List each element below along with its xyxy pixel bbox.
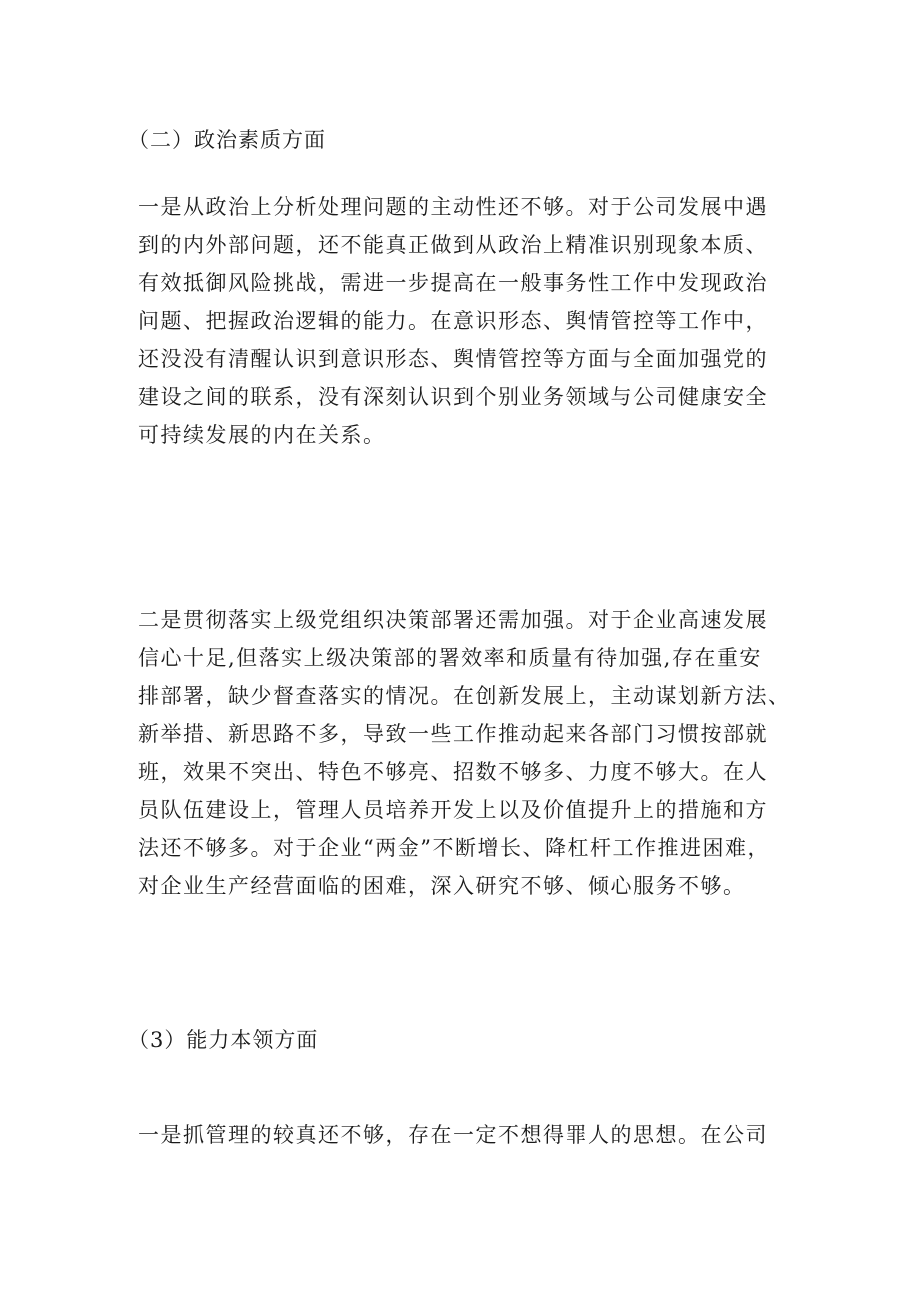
section-heading-political-quality: （二）政治素质方面 — [128, 128, 326, 152]
paragraph-line: 有效抵御风险挑战，需进一步提高在一般事务性工作中发现政治 — [138, 271, 768, 295]
paragraph-line: 一是从政治上分析处理问题的主动性还不够。对于公司发展中遇 — [138, 195, 768, 219]
paragraph-line: 二是贯彻落实上级党组织决策部署还需加强。对于企业高速发展 — [138, 608, 768, 632]
paragraph-line: 建设之间的联系，没有深刻认识到个别业务领域与公司健康安全 — [138, 385, 768, 409]
paragraph-line: 班，效果不突出、特色不够亮、招数不够多、力度不够大。在人 — [138, 760, 768, 784]
paragraph-line: 新举措、新思路不多，导致一些工作推动起来各部门习惯按部就 — [138, 722, 768, 746]
paragraph-line: 还没没有清醒认识到意识形态、舆情管控等方面与全面加强党的 — [138, 347, 768, 371]
paragraph-line: 法还不够多。对于企业“两金”不断增长、降杠杆工作推进困难， — [138, 836, 770, 860]
paragraph-line: 员队伍建设上，管理人员培养开发上以及价值提升上的措施和方 — [138, 798, 768, 822]
paragraph-line: 一是抓管理的较真还不够，存在一定不想得罪人的思想。在公司 — [138, 1123, 768, 1147]
paragraph-management — [138, 1116, 798, 1154]
paragraph-line: 信心十足,但落实上级决策部的署效率和质量有待加强,存在重安 — [138, 646, 762, 670]
paragraph-line: 对企业生产经营面临的困难，深入研究不够、倾心服务不够。 — [138, 874, 746, 898]
paragraph-political-analysis — [138, 188, 798, 454]
paragraph-line: 问题、把握政治逻辑的能力。在意识形态、舆情管控等工作中， — [138, 309, 768, 333]
section-heading-ability: （3）能力本领方面 — [128, 1028, 319, 1052]
paragraph-line: 可持续发展的内在关系。 — [138, 423, 386, 447]
paragraph-implementation — [138, 601, 798, 905]
paragraph-line: 排部署，缺少督查落实的情况。在创新发展上，主动谋划新方法、 — [138, 684, 791, 708]
paragraph-line: 到的内外部问题，还不能真正做到从政治上精准识别现象本质、 — [138, 233, 768, 257]
